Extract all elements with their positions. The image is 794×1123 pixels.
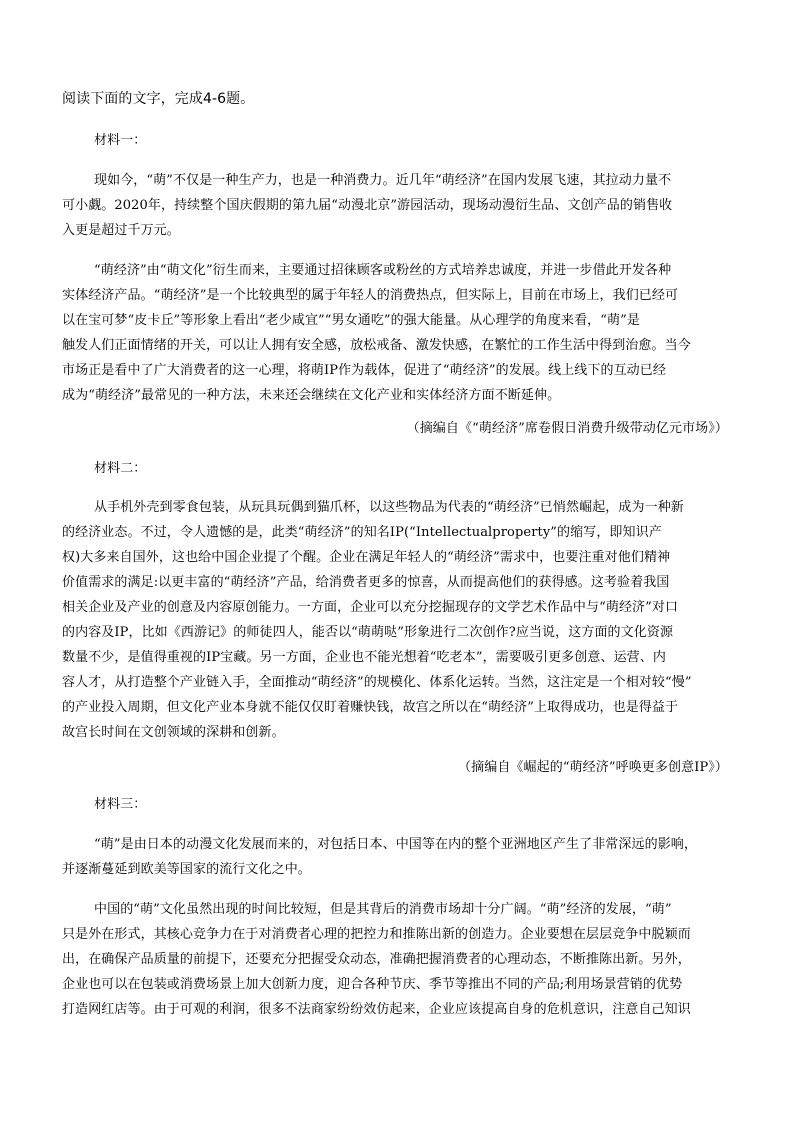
paragraph-line: 市场正是看中了广大消费者的这一心理，将萌IP作为载体，促进了“萌经济”的发展。线上线下的互动已经 bbox=[62, 363, 666, 378]
paragraph-line: 容人才，从打造整个产业链入手，全面推动“萌经济”的规模化、体系化运转。当然，这注定是一个相对较“慢” bbox=[62, 675, 692, 690]
paragraph-line: 数量不少，是值得重视的IP宝藏。另一方面，企业也不能光想着“吃老本”，需要吸引更多创意、运营、内 bbox=[62, 650, 666, 665]
material-1-heading: 材料一： bbox=[94, 133, 147, 148]
paragraph-line: “萌”是由日本的动漫文化发展而来的，对包括日本、中国等在内的整个亚洲地区产生了非常深远的影响， bbox=[94, 837, 697, 852]
paragraph-line: 企业也可以在包装或消费场景上加大创新力度，迎合各种节庆、季节等推出不同的产品;利用场景营销的优势 bbox=[62, 977, 683, 992]
paragraph-line: 相关企业及产业的创意及内容原创能力。一方面，企业可以充分挖掘现存的文学艺术作品中与“萌经济”对口 bbox=[62, 600, 679, 615]
paragraph-line: 出，在确保产品质量的前提下，还要充分把握受众动态，准确把握消费者的心理动态，不断推陈出新。另外， bbox=[62, 952, 691, 967]
paragraph-line: 并逐渐蔓延到欧美等国家的流行文化之中。 bbox=[62, 862, 311, 877]
paragraph-line: 故宫长时间在文创领域的深耕和创新。 bbox=[62, 725, 285, 740]
paragraph-line: 权)大多来自国外，这也给中国企业提了个醒。企业在满足年轻人的“萌经济”需求中，也要注重对他们精神 bbox=[62, 550, 671, 565]
paragraph-line: 成为“萌经济”最常见的一种方法，未来还会继续在文化产业和实体经济方面不断延伸。 bbox=[62, 388, 561, 403]
paragraph-line: 中国的“萌”文化虽然出现的时间比较短，但是其背后的消费市场却十分广阔。“萌”经济的发展，“萌” bbox=[94, 902, 672, 917]
paragraph-line: 的经济业态。不过，令人遗憾的是，此类“萌经济”的知名IP(“Intellectualproperty”的缩写，即知识产 bbox=[62, 525, 662, 540]
paragraph-line: “萌经济”由“萌文化”衍生而来，主要通过招徕顾客或粉丝的方式培养忠诚度，并进一步借此开发各种 bbox=[94, 263, 672, 278]
material-3-heading: 材料三： bbox=[94, 797, 147, 812]
paragraph-line: 从手机外壳到零食包装，从玩具玩偶到猫爪杯，以这些物品为代表的“萌经济”已悄然崛起，成为一种新 bbox=[94, 500, 684, 515]
paragraph-line: 只是外在形式，其核心竞争力在于对消费者心理的把控力和推陈出新的创造力。企业要想在层层竞争中脱颖而 bbox=[62, 927, 691, 942]
paragraph-line: 价值需求的满足:以更丰富的“萌经济”产品，给消费者更多的惊喜，从而提高他们的获得感。这考验着我国 bbox=[62, 575, 670, 590]
material-1-source: （摘编自《“萌经济”席卷假日消费升级带动亿元市场》） bbox=[406, 421, 728, 436]
intro-instruction: 阅读下面的文字，完成4-6题。 bbox=[62, 91, 255, 107]
paragraph-line: 实体经济产品。“萌经济”是一个比较典型的属于年轻人的消费热点，但实际上，目前在市场上，我们已经可 bbox=[62, 288, 679, 303]
paragraph-line: 触发人们正面情绪的开关，可以让人拥有安全感，放松戒备、激发快感，在繁忙的工作生活中得到治愈。当今 bbox=[62, 338, 691, 353]
material-2-heading: 材料二： bbox=[94, 461, 147, 476]
paragraph-line: 入更是超过千万元。 bbox=[62, 223, 180, 238]
paragraph-line: 的内容及IP，比如《西游记》的师徒四人，能否以“萌萌哒”形象进行二次创作?应当说，这方面的文化资源 bbox=[62, 625, 674, 640]
paragraph-line: 的产业投入周期，但文化产业本身就不能仅仅盯着赚快钱，故宫之所以在“萌经济”上取得成功，也是得益于 bbox=[62, 700, 679, 715]
paragraph-line: 可小觑。2020年，持续整个国庆假期的第九届“动漫北京”游园活动，现场动漫衍生品、文创产品的销售收 bbox=[62, 198, 673, 213]
paragraph-line: 打造网红店等。由于可观的利润，很多不法商家纷纷效仿起来，企业应该提高自身的危机意识，注意自己知识 bbox=[62, 1002, 691, 1017]
paragraph-line: 现如今，“萌”不仅是一种生产力，也是一种消费力。近几年“萌经济”在国内发展飞速，其拉动力量不 bbox=[94, 173, 672, 188]
paragraph-line: 以在宝可梦“皮卡丘”等形象上看出“老少咸宜”“男女通吃”的强大能量。从心理学的角度来看，“萌”是 bbox=[62, 313, 640, 328]
material-2-source: （摘编自《崛起的“萌经济”呼唤更多创意IP》） bbox=[458, 760, 728, 775]
